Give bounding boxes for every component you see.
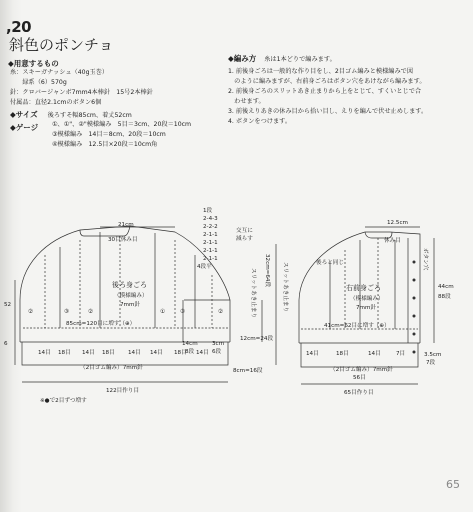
method-heading: ◆編み方	[228, 54, 257, 63]
front-col: 7目	[396, 351, 406, 357]
front-band-len: 44cm	[438, 284, 454, 290]
back-vertical: 32cm=64段	[264, 254, 270, 288]
shaping-line: 2-1-1	[203, 240, 218, 246]
material-line: 針：クロバージャンボ7mm4本棒針 15号2本棒針	[10, 89, 153, 96]
back-col-num: ②	[28, 309, 34, 315]
back-small-rows: 6段	[212, 349, 222, 355]
front-needle: 7mm針	[356, 305, 377, 311]
back-col-num: ③	[180, 309, 186, 315]
back-col-num: ②	[218, 309, 224, 315]
method-step: わせます。	[228, 98, 265, 105]
back-top-stitches: 30目休み目	[108, 237, 138, 243]
gauge-line: ④模様編み 12.5目×20段＝10cm角	[52, 141, 158, 148]
shaping-note: 交互に	[236, 228, 253, 234]
shaping-line: 2-1-1	[203, 232, 218, 238]
pattern-number: ,20	[6, 18, 32, 36]
front-col: 18目	[336, 351, 349, 357]
back-col: 18目	[102, 350, 115, 356]
shaping-note: 減らす	[236, 236, 253, 242]
back-col-num: ②	[88, 309, 94, 315]
back-pattern: （模様編み）	[114, 293, 148, 299]
front-bottom-rows: 7段	[426, 360, 436, 366]
back-title: 後ろ身ごろ	[112, 281, 147, 289]
front-slit: スリットあき止まり	[282, 262, 288, 313]
front-bottom-cm: 3.5cm	[424, 352, 442, 358]
front-title: 右前身ごろ	[346, 284, 381, 292]
back-top-width: 21cm	[118, 222, 134, 228]
back-small-cm: 3cm	[212, 341, 225, 347]
shaping-line: 2-1-1	[203, 256, 218, 262]
method-note: 糸は1本どりで編みます。	[264, 56, 336, 63]
back-left-rows: 6	[4, 341, 8, 347]
back-rib: （2目ゴム編み）7mm針	[80, 365, 143, 371]
shaping-line: 1段	[203, 208, 213, 214]
back-rib-height: 8cm=16段	[233, 368, 263, 374]
page-number: 65	[446, 478, 460, 491]
back-col: 14目	[196, 350, 209, 356]
size-label: ◆サイズ	[10, 110, 38, 119]
back-needle: 7mm針	[120, 302, 141, 308]
front-band-rows: 88段	[438, 294, 451, 300]
shaping-line: 2-2-2	[203, 224, 218, 230]
shaping-line: 4段平	[197, 264, 212, 270]
front-top-stitches: 休み目	[384, 238, 401, 244]
front-band: ボタン穴	[422, 248, 428, 271]
back-inner-width: 85cm=120目に増す（⊕）	[66, 321, 136, 327]
back-slit-rows: 12cm=24段	[240, 336, 274, 342]
front-col: 14目	[306, 351, 319, 357]
front-rib: （2目ゴム編み）7mm針	[330, 367, 393, 373]
back-height: 52	[4, 302, 12, 308]
back-col: 14目	[82, 350, 95, 356]
back-bottom: 122目作り目	[106, 388, 140, 394]
shaping-line: 2-1-1	[203, 248, 218, 254]
back-footnote: ※●で2目ずつ増す	[40, 398, 87, 404]
size-value: 後ろすそ幅85cm、着丈52cm	[47, 112, 132, 119]
method-step: 4. ボタンをつけます。	[228, 118, 292, 125]
materials-heading: ◆用意するもの	[8, 59, 59, 68]
back-slit: スリットあき止まり	[250, 268, 256, 319]
front-col: 14目	[368, 351, 381, 357]
shaping-line: 2-4-3	[203, 216, 218, 222]
front-bottom: 65目作り目	[344, 390, 374, 396]
back-side-rows: 8段	[185, 349, 195, 355]
front-pattern: （模様編み）	[350, 296, 384, 302]
back-side-cm: 14cm	[182, 341, 198, 347]
back-col: 14目	[150, 350, 163, 356]
front-top-width: 12.5cm	[387, 220, 408, 226]
front-inner-width: 41cm=62目に増す（⊕）	[324, 323, 390, 329]
back-col: 14目	[128, 350, 141, 356]
gauge-line: ③模様編み 14目＝8cm、20段＝10cm	[52, 131, 166, 138]
material-line: 糸：スキーガナッシュ（40g玉巻）	[10, 69, 109, 76]
method-step: 3. 前後えりあきの休み目から拾い目し、えりを編んで伏せ止めします。	[228, 108, 428, 115]
back-col-num: ①	[160, 309, 166, 315]
method-step: 1. 前後身ごろは一般的な作り目をし、2目ゴム編みと模様編みで図	[228, 68, 414, 75]
back-col-num: ③	[64, 309, 70, 315]
method-step: のように編みますが、右前身ごろはボタン穴をあけながら編みます。	[228, 78, 426, 85]
back-col: 18目	[58, 350, 71, 356]
back-col: 18目	[174, 350, 187, 356]
gauge-line: ①、①"、②"模様編み 5目＝3cm、20段＝10cm	[52, 121, 192, 128]
method-step: 2. 前後身ごろのスリットあき止まりから上をとじて、すくいとじで合	[228, 88, 422, 95]
front-same-as: 後ろと同じ	[316, 260, 344, 266]
gauge-label: ◆ゲージ	[10, 123, 39, 132]
back-col: 14目	[38, 350, 51, 356]
material-line: 緑系（6）570g	[10, 79, 67, 86]
front-bottom-w: 56目	[353, 375, 366, 381]
page-title: 斜色のポンチョ	[9, 36, 114, 54]
material-line: 付属品：直径2.1cmのボタン6個	[10, 99, 102, 106]
